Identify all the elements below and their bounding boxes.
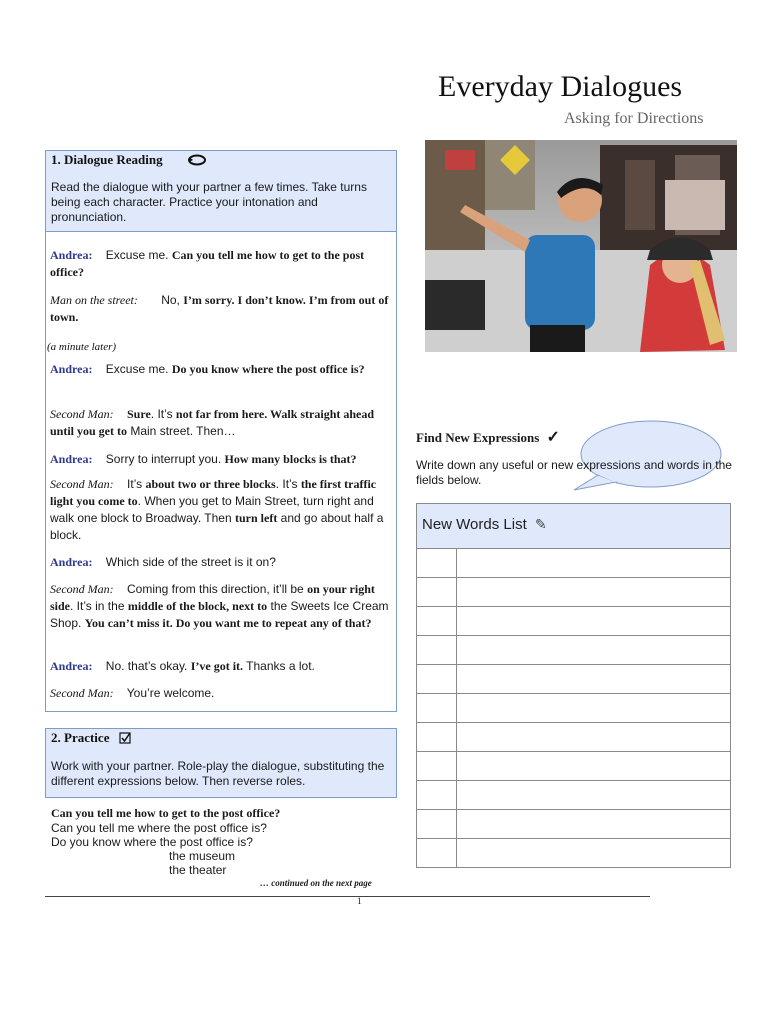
find-expressions-heading: Find New Expressions ✓ [416,429,560,446]
dialogue-line: Man on the street: No, I’m sorry. I don’t know. I’m from out of town. [50,293,389,324]
page-title: Everyday Dialogues [438,70,683,103]
table-row [417,838,730,839]
refresh-icon [186,153,208,167]
table-row [417,693,730,694]
table-row [417,780,730,781]
practice-expression: the theater [169,863,227,877]
table-row [417,751,730,752]
table-row [417,606,730,607]
dialogue-line: Andrea: Sorry to interrupt you. How many blocks is that? [50,452,357,466]
dialogue-line: Andrea: Which side of the street is it on? [50,555,276,569]
directions-illustration [425,140,737,352]
practice-expression: Can you tell me how to get to the post office? [51,806,281,820]
section-heading: 2. Practice [51,730,110,745]
dialogue-section-header [45,150,397,232]
dialogue-line: Second Man: Coming from this direction, it’ll be on your right side. It’s in the middle of the block, next to the Sweets Ice Cream Shop. You can’t miss it. Do you want me to repeat any of that? [50,582,389,630]
table-row [417,809,730,810]
pencil-icon: ✎ [534,516,547,532]
table-row [417,577,730,578]
practice-expression: Can you tell me where the post office is? [51,821,267,835]
table-row [417,635,730,636]
practice-section-header [45,728,397,798]
dialogue-line: Andrea: No. that’s okay. I’ve got it. Thanks a lot. [50,659,315,673]
new-words-table [416,503,731,868]
practice-expression: Do you know where the post office is? [51,835,253,849]
checkbox-icon [119,732,132,744]
dialogue-line: Andrea: Excuse me. Do you know where the post office is? [50,362,365,376]
checkmark-icon: ✓ [546,429,560,446]
section-heading: 1. Dialogue Reading [51,152,163,167]
continued-note: … continued on the next page [260,878,372,888]
section-instructions: Read the dialogue with your partner a few times. Take turns being each character. Practice your intonation and pronunciation. [51,180,367,224]
dialogue-line: Second Man: It’s about two or three blocks. It’s the first traffic light you come to. When you get to Main Street, turn right and walk one block to Broadway. Then turn left and go about half a block. [50,477,384,542]
table-row [417,722,730,723]
find-expressions-instructions: Write down any useful or new expressions and words in the fields below. [416,458,732,487]
table-column-divider [456,548,457,867]
dialogue-line: Second Man: Sure. It’s not far from here. Walk straight ahead until you get to Main street. Then… [50,407,375,438]
page-number: 1 [357,896,362,906]
table-row [417,664,730,665]
new-words-header [417,504,730,549]
dialogue-line: Andrea: Excuse me. Can you tell me how to get to the post office? [50,248,365,279]
page-subtitle: Asking for Directions [564,110,704,127]
dialogue-line: Second Man: You’re welcome. [50,686,215,700]
new-words-title: New Words List ✎ [422,516,547,533]
section-instructions: Work with your partner. Role-play the dialogue, substituting the different expressions below. Then reverse roles. [51,759,385,788]
practice-expression: the museum [169,849,236,863]
stage-direction: (a minute later) [47,341,117,353]
footer-divider [45,896,650,897]
